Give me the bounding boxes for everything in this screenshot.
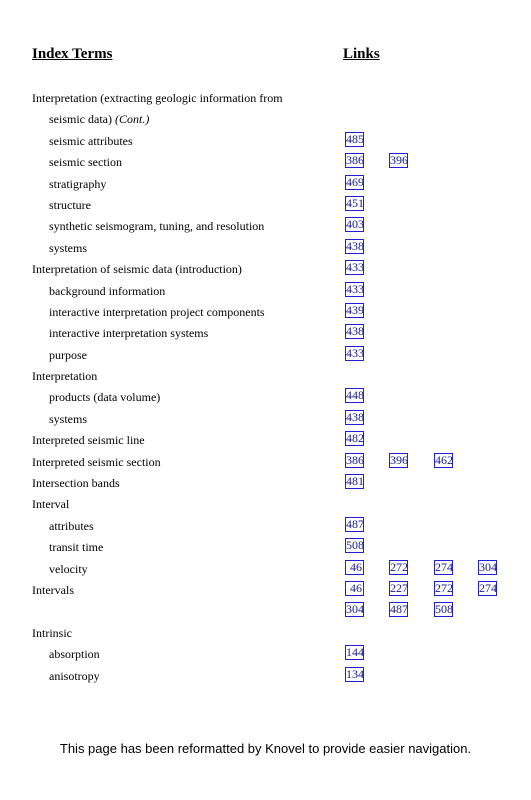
index-term (49, 134, 133, 148)
index-term-text: systems (49, 411, 88, 426)
index-term (32, 369, 97, 383)
index-term (49, 412, 87, 426)
page-link[interactable]: 144 (346, 645, 364, 660)
index-term-text: Interval (32, 497, 70, 512)
index-entry (0, 623, 531, 644)
index-term (32, 497, 69, 511)
index-entry (0, 430, 531, 451)
index-term (49, 284, 165, 298)
page-link[interactable]: 469 (346, 174, 364, 189)
index-entry (0, 238, 531, 259)
page-link[interactable]: 304 (479, 559, 497, 574)
index-entry (0, 516, 531, 537)
index-entry (0, 302, 531, 323)
page-link[interactable]: 403 (346, 217, 364, 232)
index-term (49, 241, 87, 255)
index-term-text: velocity (49, 561, 88, 576)
page-link[interactable]: 272 (390, 559, 408, 574)
index-term (49, 519, 94, 533)
page-link[interactable]: 508 (346, 538, 364, 553)
index-term-text: background information (49, 283, 166, 298)
page-link[interactable]: 438 (346, 238, 364, 253)
page-link[interactable]: 433 (346, 345, 364, 360)
page-link[interactable]: 396 (390, 452, 408, 467)
index-term (49, 305, 265, 319)
index-term-text: Interpretation (extracting geologic information from (32, 91, 283, 105)
page-link[interactable]: 46 (345, 560, 364, 575)
links-heading: Links (343, 46, 380, 62)
index-term (49, 219, 264, 233)
index-entry (0, 131, 531, 152)
index-term-text: products (data volume) (49, 390, 161, 405)
index-term-text: Intervals (32, 582, 74, 597)
index-term (32, 455, 161, 469)
index-entry (0, 580, 531, 601)
index-entry (0, 281, 531, 302)
index-term (49, 647, 100, 661)
index-term-text: seismic attributes (49, 133, 133, 148)
index-term (49, 198, 91, 212)
index-entry (0, 409, 531, 430)
page-link[interactable]: 227 (390, 580, 408, 595)
index-term (32, 626, 72, 640)
page-link[interactable]: 396 (390, 153, 408, 168)
index-term (32, 583, 74, 597)
knovel-footer-note: This page has been reformatted by Knovel to provide easier navigation. (59, 741, 472, 756)
index-term-text: anisotropy (49, 668, 100, 683)
index-entry (0, 152, 531, 173)
index-entry (0, 323, 531, 344)
page-link[interactable]: 487 (390, 602, 408, 617)
index-entry (0, 216, 531, 237)
page-link[interactable]: 462 (435, 452, 453, 467)
index-term-text: Interpreted seismic line (32, 433, 145, 448)
index-term-text: structure (49, 197, 91, 212)
page-link[interactable]: 134 (346, 666, 364, 681)
index-entry (0, 259, 531, 280)
index-term (49, 155, 122, 169)
index-term-text: purpose (49, 347, 87, 362)
index-entry (0, 387, 531, 408)
page-link[interactable]: 451 (346, 195, 364, 210)
index-term-text: Intrinsic (32, 625, 72, 640)
index-term (49, 562, 88, 576)
page-link[interactable]: 433 (346, 260, 364, 275)
page-link[interactable]: 272 (435, 580, 453, 595)
page-link[interactable]: 274 (479, 580, 497, 595)
page-link[interactable]: 386 (346, 153, 364, 168)
index-entry (0, 601, 531, 622)
index-entry (0, 174, 531, 195)
index-term-text: Intersection bands (32, 476, 120, 491)
index-term (32, 476, 120, 490)
index-term-text: Interpreted seismic section (32, 454, 161, 469)
page-link[interactable]: 438 (346, 324, 364, 339)
index-terms-heading: Index Terms (32, 46, 113, 62)
index-entry (0, 537, 531, 558)
index-term-text: transit time (49, 540, 104, 555)
index-term (49, 326, 208, 340)
index-term (49, 177, 106, 191)
page-link[interactable]: 482 (346, 431, 364, 446)
index-term-text: stratigraphy (49, 176, 107, 191)
page-link[interactable]: 433 (346, 281, 364, 296)
index-entry (0, 88, 531, 109)
page-link[interactable]: 46 (345, 581, 364, 596)
index-term-text: Interpretation (32, 369, 98, 384)
index-entry (0, 644, 531, 665)
index-entry (0, 452, 531, 473)
index-term-text: synthetic seismogram, tuning, and resolution (49, 219, 265, 234)
page-link[interactable]: 304 (346, 602, 364, 617)
index-term-suffix: (Cont.) (114, 112, 150, 127)
index-term-text: interactive interpretation project components (49, 304, 265, 319)
index-term (32, 91, 283, 105)
page-link[interactable]: 439 (346, 302, 364, 317)
page-link[interactable]: 448 (346, 388, 364, 403)
index-term (49, 112, 149, 126)
index-entry (0, 345, 531, 366)
index-term (32, 262, 242, 276)
index-entry (0, 195, 531, 216)
index-term (49, 669, 100, 683)
index-term (32, 433, 145, 447)
index-term-text: seismic data) (49, 112, 115, 127)
index-term-text: interactive interpretation systems (49, 326, 209, 341)
index-entry (0, 494, 531, 515)
index-entry (0, 559, 531, 580)
index-term-text: systems (49, 240, 88, 255)
page-link[interactable]: 438 (346, 409, 364, 424)
index-entry (0, 366, 531, 387)
index-term (49, 390, 160, 404)
page-link[interactable]: 508 (435, 602, 453, 617)
index-entry (0, 473, 531, 494)
page-link[interactable]: 386 (346, 452, 364, 467)
index-entry (0, 109, 531, 130)
page-link[interactable]: 487 (346, 516, 364, 531)
index-term-text: absorption (49, 647, 100, 662)
page-link[interactable]: 274 (435, 559, 453, 574)
page-link[interactable]: 481 (346, 474, 364, 489)
index-term-text: attributes (49, 518, 94, 533)
index-term-text: Interpretation of seismic data (introduction) (32, 262, 242, 277)
index-term (49, 540, 103, 554)
index-term (49, 348, 87, 362)
index-entry (0, 666, 531, 687)
page-link[interactable]: 485 (346, 131, 364, 146)
index-list (0, 88, 531, 687)
index-term-text: seismic section (49, 155, 122, 170)
